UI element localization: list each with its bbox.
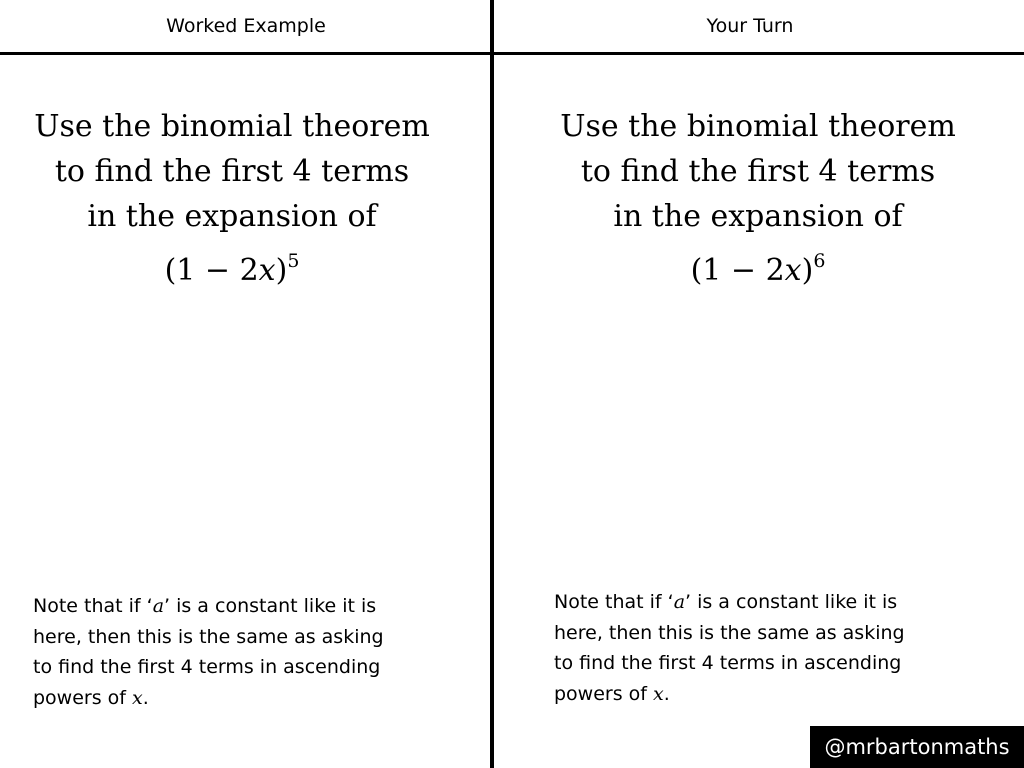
expression-variable: x — [258, 253, 276, 288]
binomial-expression — [12, 239, 452, 293]
note-line — [33, 683, 433, 714]
note-line — [33, 591, 433, 622]
expression-close: ) — [275, 253, 288, 288]
expression-variable: x — [784, 253, 802, 288]
note-line — [554, 679, 954, 710]
expression-open: (1 − 2 — [164, 253, 259, 288]
note-text: . — [663, 682, 670, 705]
worked-example-question — [12, 104, 452, 293]
header-divider — [0, 52, 1024, 55]
author-watermark: @mrbartonmaths — [810, 726, 1024, 768]
note-text: Note that if ‘ — [33, 595, 153, 617]
note-variable: a — [152, 595, 165, 617]
question-line: Use the binomial theorem — [560, 109, 956, 144]
note-text: Note that if ‘ — [554, 591, 674, 613]
header-your-turn: Your Turn — [706, 15, 794, 37]
note-text: ’ is a constant like it is — [685, 591, 898, 613]
note-variable: x — [653, 682, 664, 705]
expression-exponent: 6 — [813, 250, 826, 272]
expression-open: (1 − 2 — [690, 253, 785, 288]
note-variable: a — [673, 591, 686, 613]
binomial-expression — [538, 239, 978, 293]
question-line: in the expansion of — [87, 199, 377, 234]
note-text: ’ is a constant like it is — [164, 595, 377, 617]
question-line: in the expansion of — [613, 199, 903, 234]
header-worked-example: Worked Example — [166, 15, 326, 37]
worked-example-note — [33, 591, 433, 713]
expression-close: ) — [801, 253, 814, 288]
note-variable: x — [132, 686, 143, 709]
expression-exponent: 5 — [287, 250, 300, 272]
question-line: to find the first 4 terms — [580, 154, 936, 189]
question-line: to find the first 4 terms — [54, 154, 410, 189]
note-line: here, then this is the same as asking — [33, 625, 384, 648]
note-text: powers of — [33, 686, 133, 709]
your-turn-note — [554, 587, 954, 709]
note-line: here, then this is the same as asking — [554, 621, 905, 644]
your-turn-question — [538, 104, 978, 293]
note-text: powers of — [554, 682, 654, 705]
column-divider — [490, 0, 494, 768]
note-text: . — [142, 686, 149, 709]
question-line: Use the binomial theorem — [34, 109, 430, 144]
note-line: to find the first 4 terms in ascending — [554, 652, 902, 674]
note-line: to find the first 4 terms in ascending — [33, 656, 381, 678]
note-line — [554, 587, 954, 618]
